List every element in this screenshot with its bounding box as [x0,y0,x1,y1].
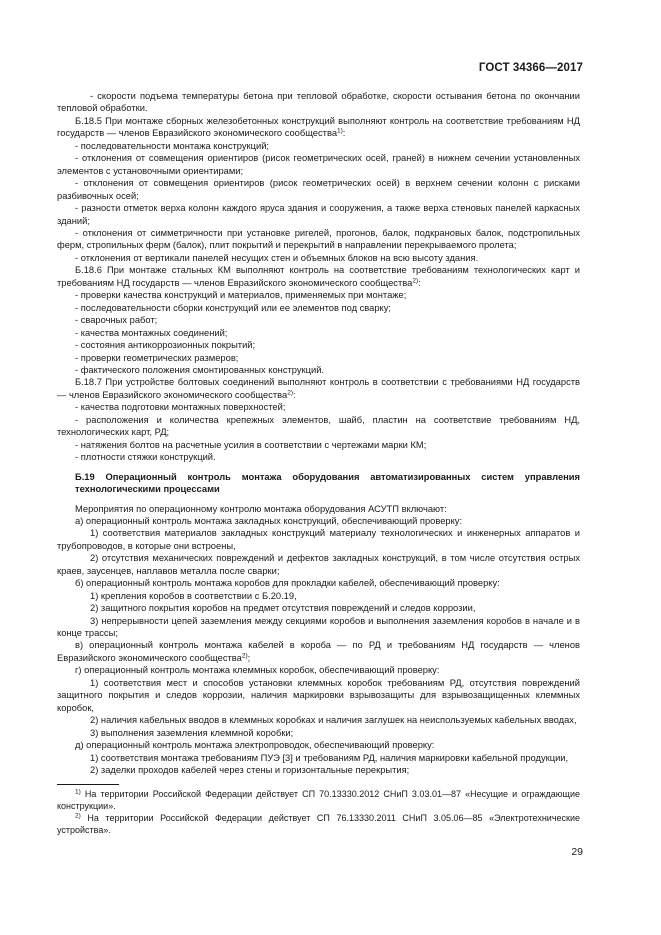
sub-item: 3) непрерывности цепей заземления между секциями коробов и выполнения заземления коробов в начале и в конце трассы; [57,615,580,639]
list-item: - расположения и количества крепежных элементов, шайб, пластин на соответствие требованиям НД, технологических карт, РД; [57,414,580,438]
document-number: ГОСТ 34366—2017 [478,62,583,74]
list-item: а) операционный контроль монтажа закладных конструкций, обеспечивающий проверку: [75,515,463,526]
paragraph-b-18-6: Б.18.6 При монтаже стальных КМ выполняют контроль на соответствие требованиям технологических карт и требованиям НД государств — членов Евразийского экономического сообщества$^{2)}$: [57,265,580,288]
footnote-2: $^{2)}$ На территории Российской Федерации действует СП 76.13330.2011 СНиП 3.05.06—85 «Электротехнические устройства». [57,812,580,836]
sub-item: 2) наличия кабельных вводов в клеммных коробках и наличия заглушек на неиспользуемых кабельных вводах, [90,715,577,726]
list-item: - качества подготовки монтажных поверхностей; [75,402,286,413]
list-item: - последовательности монтажа конструкций; [75,140,270,151]
list-item: г) операционный контроль монтажа клеммных коробок, обеспечивающий проверку: [75,665,440,676]
paragraph: - скорости подъема температуры бетона при тепловой обработке, скорости остывания бетона по окончании тепловой обработки. [57,91,580,114]
list-item: - качества монтажных соединений; [75,327,228,338]
paragraph-b-18-7: Б.18.7 При устройстве болтовых соединений выполняют контроль в соответствии с требованиями НД государств — членов Евразийского экономического сообщества$^{2)}$: [57,377,580,400]
footnote-ref: 2) [287,389,294,397]
footnote-mark: 2) [75,812,81,820]
list-item: - проверки геометрических размеров; [75,352,239,363]
body-text [57,90,580,836]
sub-item: 3) выполнения заземления клеммной коробки; [90,727,294,738]
paragraph-b-18-5: Б.18.5 При монтаже сборных железобетонных конструкций выполняют контроль на соответствие требованиям НД государств — членов Евразийского экономического сообщества$^{1)}$: [57,115,580,139]
sub-item: 1) соответствия материалов закладных конструкций материалу технологических и инженерных аппаратов и трубопроводов, в которые они встроены, [57,528,580,551]
list-item: - последовательности сборки конструкций или ее элементов под сварку; [75,302,392,313]
footnote-ref: 2) [412,277,419,285]
list-item: - сварочных работ; [75,315,158,326]
list-item: - фактического положения смонтированных конструкций. [75,364,325,375]
list-item: - состояния антикоррозионных покрытий; [75,340,256,351]
list-item: - проверки качества конструкций и материалов, применяемых при монтаже; [75,290,407,301]
list-item: - отклонения от совмещения ориентиров (рисок геометрических осей, граней) в нижнем сечении установленных элементов с установочными ориентирами; [57,153,580,176]
sub-item: 1) крепления коробов в соответствии с Б.20.19, [90,590,297,601]
list-item: - разности отметок верха колонн каждого яруса здания и сооружения, а также верха стеновых панелей каркасных зданий; [57,203,580,226]
list-item: б) операционный контроль монтажа коробов для прокладки кабелей, обеспечивающий проверку: [75,578,500,589]
sub-item: 1) соответствия монтажа требованиям ПУЭ [3] и требованиям РД, наличия маркировки кабельной продукции, [90,752,569,763]
section-heading: Б.19 Операционный контроль монтажа оборудования автоматизированных систем управления технологическими процессами [75,471,580,495]
sub-item: 2) отсутствия механических повреждений и дефектов закладных конструкций, в том числе отсутствия острых краев, заусенцев, наплавов металла после сварки; [57,553,580,576]
sub-item: 2) защитного покрытия коробов на предмет отсутствия повреждений и следов коррозии, [90,603,476,614]
list-item: в) операционный контроль монтажа кабелей в короба — по РД и требованиям НД государств — членов Евразийского экономического сообщества$^{2)}$; [57,640,580,663]
footnote-ref: 2) [241,652,248,660]
list-item: - отклонения от совмещения ориентиров (рисок геометрических осей) в верхнем сечении колонн с рисками разбивочных осей; [57,178,580,201]
list-item: - отклонения от вертикали панелей несущих стен и объемных блоков на всю высоту здания. [75,252,479,263]
footnote-1: $^{1)}$ На территории Российской Федерации действует СП 70.13330.2012 СНиП 3.03.01—87 «Несущие и ограждающие конструкции». [57,788,580,812]
list-item: - отклонения от симметричности при установке ригелей, прогонов, балок, подкрановых балок, подстропильных ферм, стропильных ферм (балок), плит покрытий и перекрытий в направлении перекрываемого пролета; [57,227,580,251]
sub-item: 1) соответствия мест и способов установки клеммных коробок требованиям РД, отсутствия повреждений защитного покрытия и следов коррозии, наличия маркировки взрывозащиты для взрывозащищенных клеммных коробок, [57,677,580,713]
page-number: 29 [571,846,583,858]
sub-item: 2) заделки проходов кабелей через стены и горизонтальные перекрытия; [90,765,410,776]
footnote-mark: 1) [75,788,81,796]
paragraph: Мероприятия по операционному контролю монтажа оборудования АСУТП включают: [75,503,447,514]
list-item: - натяжения болтов на расчетные усилия в соответствии с чертежами марки КМ; [75,439,427,450]
list-item: - плотности стяжки конструкций. [75,452,216,463]
footnote-separator [57,784,119,785]
list-item: д) операционный контроль монтажа электропроводок, обеспечивающий проверку: [75,740,435,751]
footnote-ref: 1) [337,127,343,135]
